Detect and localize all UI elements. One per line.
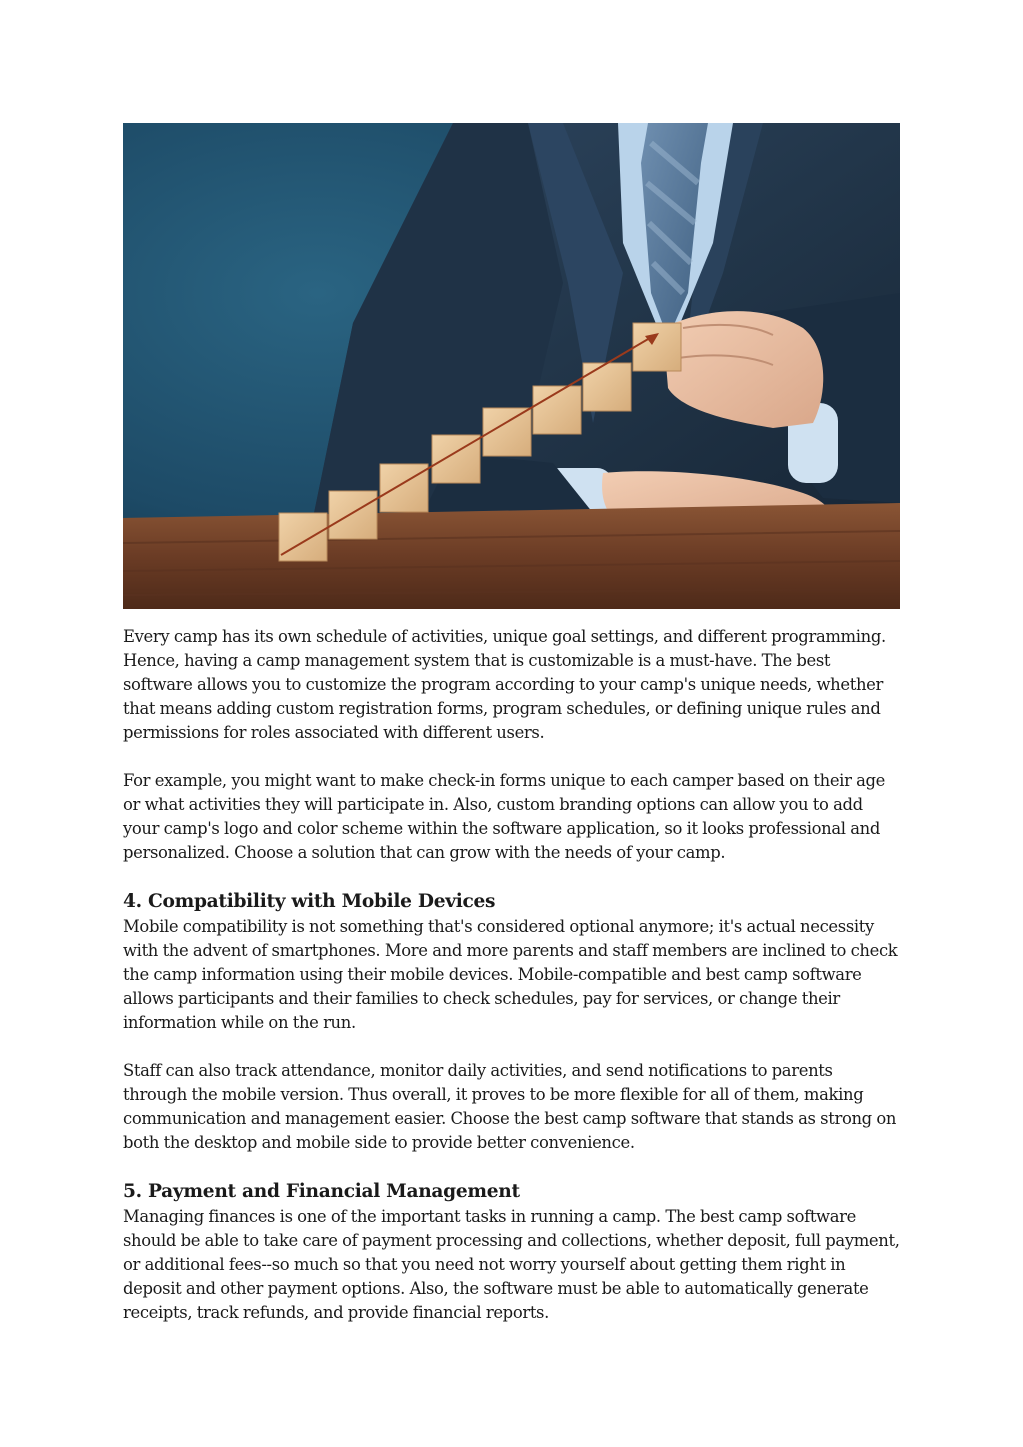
intro-paragraph-1: Every camp has its own schedule of activities, unique goal settings, and different programming. Hence, having a camp management system that is customizable is a must-have. The best software allows you to customize the program according to your camp's unique needs, whether that means adding custom registration forms, program schedules, or defining unique rules and permissions for roles associated with different users. — [123, 627, 886, 742]
businessman-stacking-blocks-photo — [123, 123, 900, 609]
article-body — [123, 625, 901, 1325]
document-page — [123, 123, 901, 1325]
section-heading: 4. Compatibility with Mobile Devices — [123, 891, 496, 912]
section-paragraph: Staff can also track attendance, monitor daily activities, and send notifications to parents through the mobile version. Thus overall, it proves to be more flexible for all of them, making communication and management easier. Choose the best camp software that stands as strong on both the desktop and mobile side to provide better convenience. — [123, 1061, 897, 1152]
section-heading: 5. Payment and Financial Management — [123, 1181, 520, 1202]
section-mobile-compatibility — [123, 889, 901, 1155]
section-payment-financial — [123, 1179, 901, 1325]
section-paragraph: Managing finances is one of the important tasks in running a camp. The best camp software should be able to take care of payment processing and collections, whether deposit, full payment, or additional fees--so much so that you need not worry yourself about getting them right in deposit and other payment options. Also, the software must be able to automatically generate receipts, track refunds, and provide financial reports. — [123, 1207, 900, 1322]
intro-paragraph-2: For example, you might want to make check-in forms unique to each camper based on their age or what activities they will participate in. Also, custom branding options can allow you to add your camp's logo and color scheme within the software application, so it looks professional and personalized. Choose a solution that can grow with the needs of your camp. — [123, 771, 886, 862]
section-paragraph: Mobile compatibility is not something that's considered optional anymore; it's actual necessity with the advent of smartphones. More and more parents and staff members are inclined to check the camp information using their mobile devices. Mobile-compatible and best camp software allows participants and their families to check schedules, pay for services, or change their information while on the run. — [123, 917, 898, 1032]
